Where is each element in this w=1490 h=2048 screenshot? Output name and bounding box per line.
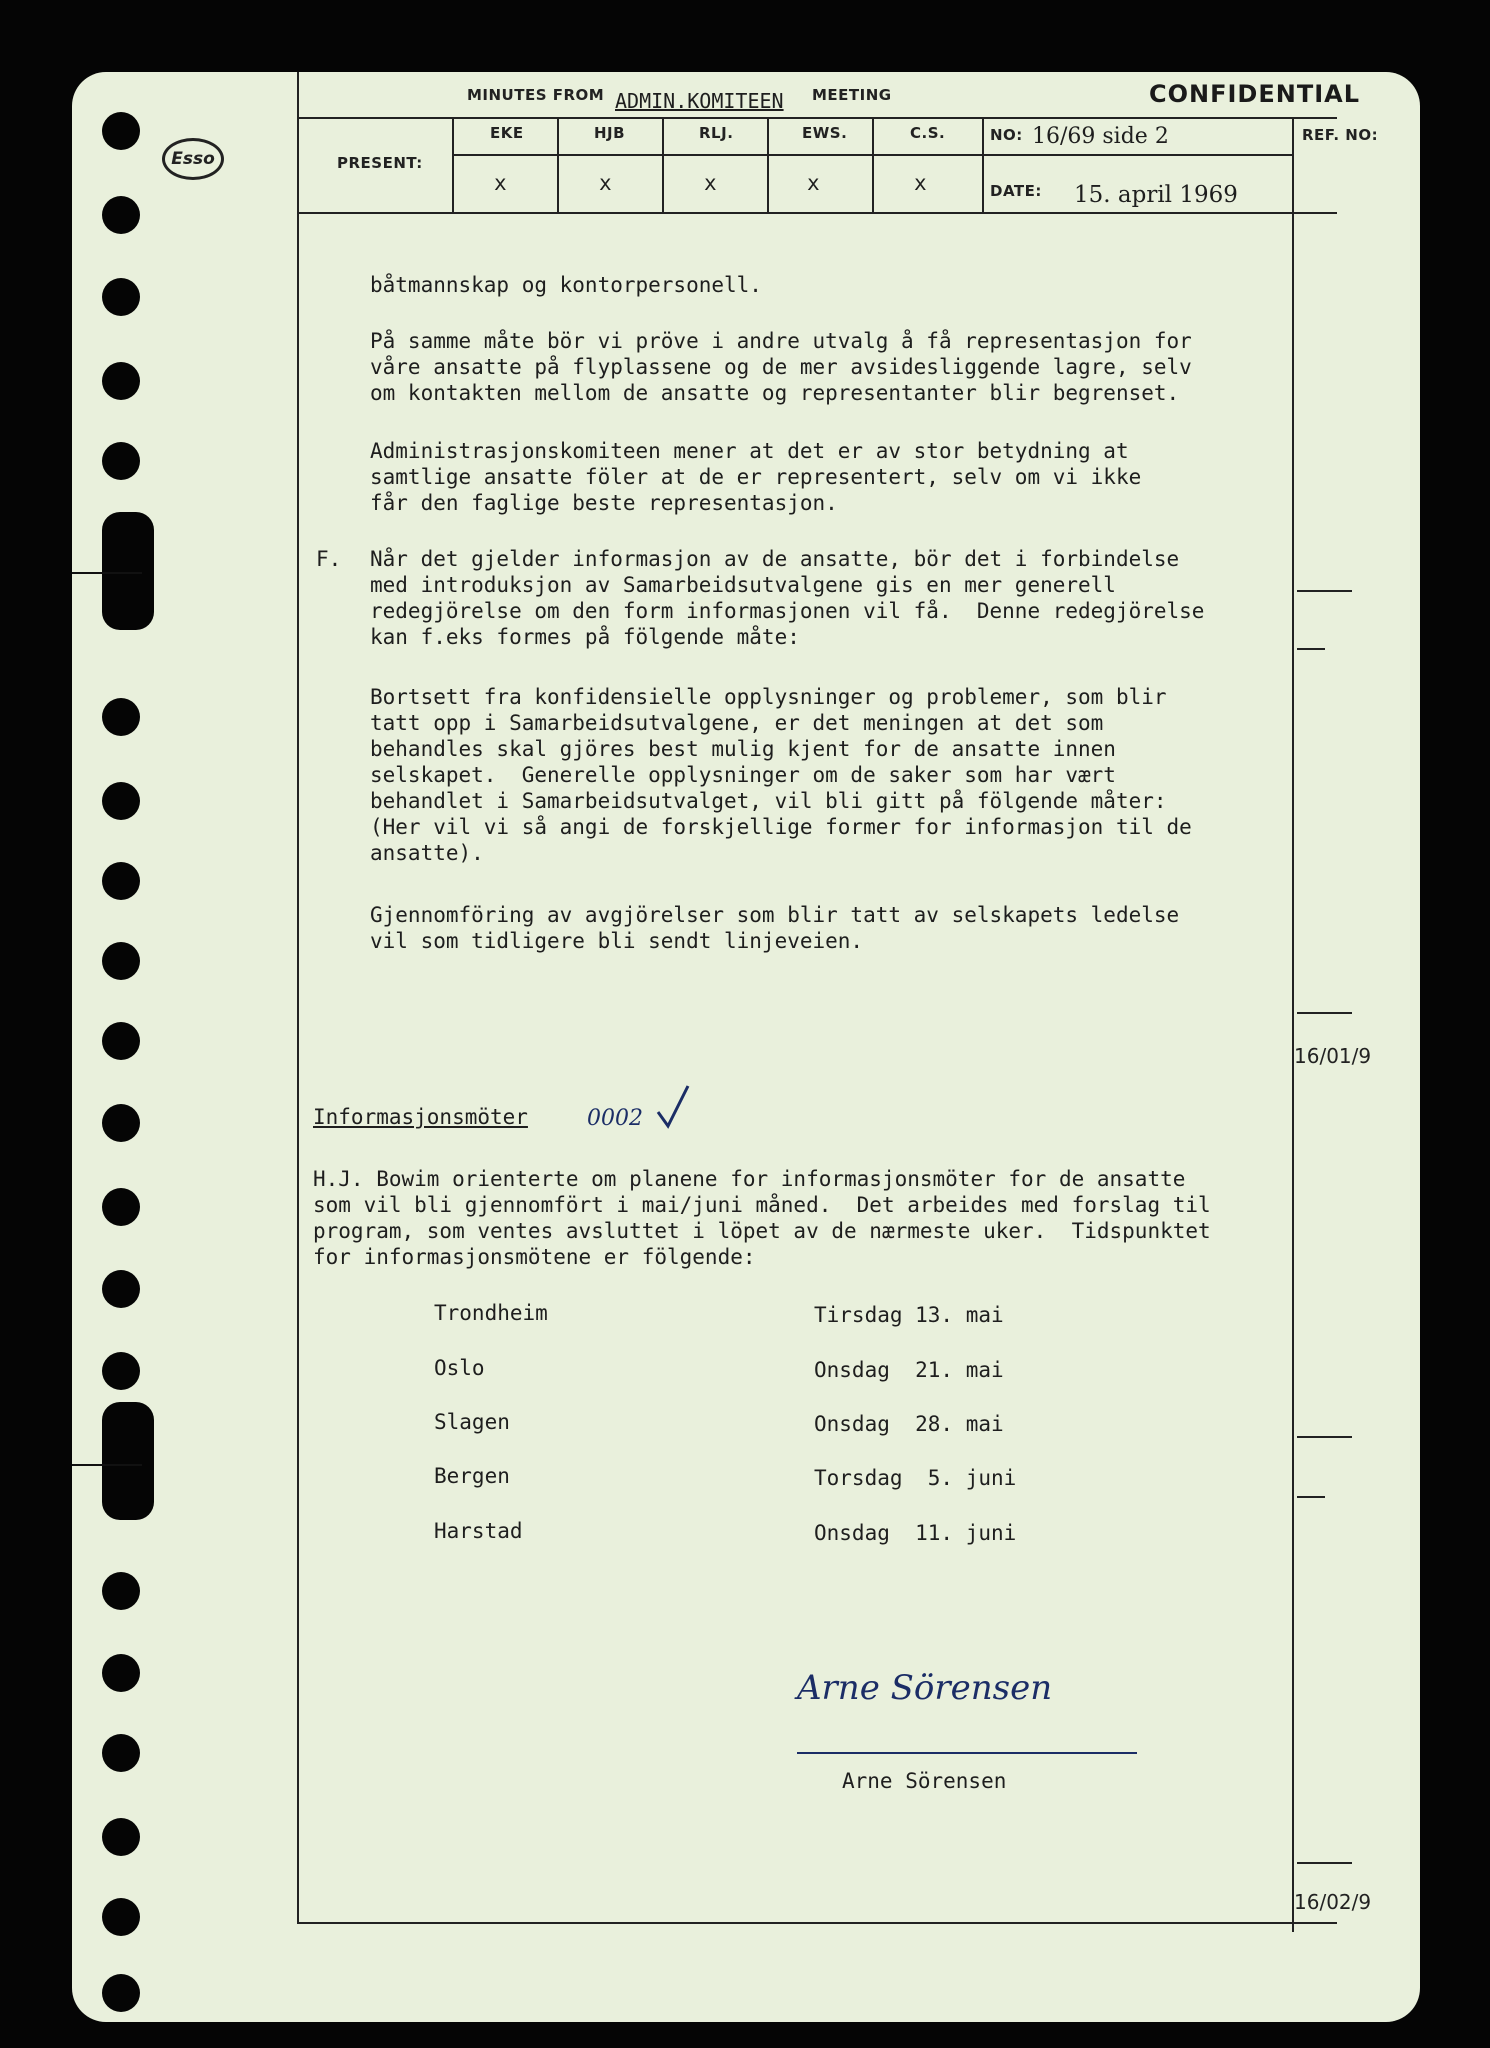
binder-hole bbox=[102, 278, 140, 316]
ref-no-label: REF. NO: bbox=[1302, 126, 1379, 144]
date-label: DATE: bbox=[990, 182, 1042, 200]
paragraph: Når det gjelder informasjon av de ansatte, bör det i forbindelse med introduksjon av Samarbeidsutvalgene gis en mer generell redegjörelse om den form informasjonen vil få. Denne redegjörelse kan f.eks formes på fölgende måte: bbox=[370, 547, 1205, 649]
document-number: 16/69 side 2 bbox=[1032, 124, 1169, 149]
binder-hole bbox=[102, 698, 140, 736]
binder-tab bbox=[102, 1402, 154, 1520]
binder-hole bbox=[102, 1898, 140, 1936]
esso-logo: Esso bbox=[162, 138, 224, 180]
minutes-page bbox=[72, 72, 1420, 2022]
schedule-city: Slagen bbox=[434, 1410, 510, 1434]
paragraph: H.J. Bowim orienterte om planene for informasjonsmöter for de ansatte som vil bli gjennomfört i mai/juni måned. Det arbeides med forslag til program, som ventes avsluttet i löpet av de nærmeste uker. Tidspunktet for informasjonsmötene er fölgende: bbox=[313, 1167, 1211, 1269]
binder-hole bbox=[102, 1188, 140, 1226]
header-divider bbox=[767, 117, 769, 212]
confidential-stamp: CONFIDENTIAL bbox=[1149, 80, 1360, 108]
binder-hole bbox=[102, 862, 140, 900]
initials-rule bbox=[452, 154, 982, 156]
divider-tick bbox=[72, 1464, 142, 1466]
binder-hole bbox=[102, 942, 140, 980]
paragraph: Gjennomföring av avgjörelser som blir tatt av selskapets ledelse vil som tidligere bli sendt linjeveien. bbox=[370, 903, 1180, 953]
member-initials: EKE bbox=[490, 124, 524, 142]
binder-hole bbox=[102, 362, 140, 400]
minutes-from-label: MINUTES FROM bbox=[467, 86, 605, 104]
header-divider bbox=[452, 117, 454, 212]
member-initials: EWS. bbox=[802, 124, 848, 142]
attendance-mark: x bbox=[704, 171, 717, 195]
section-title: Informasjonsmöter bbox=[313, 1105, 528, 1129]
binder-hole bbox=[102, 782, 140, 820]
handwritten-note: 0002 bbox=[587, 1106, 643, 1131]
header-divider bbox=[662, 117, 664, 212]
header-divider bbox=[872, 117, 874, 212]
margin-mark bbox=[1297, 1496, 1325, 1498]
paragraph: Bortsett fra konfidensielle opplysninger og problemer, som blir tatt opp i Samarbeidsutvalgene, er det meningen at det som behandles skal gjöres best mulig kjent for de ansatte innen selskapet. Generelle opplysninger om de saker som har vært behandlet i Samarbeidsutvalget, vil bli gitt på fölgende måter: (Her vil vi så angi de forskjellige former for informasjon til de ansatte). bbox=[370, 685, 1192, 865]
attendance-mark: x bbox=[599, 171, 612, 195]
binder-tab bbox=[102, 512, 154, 630]
no-label: NO: bbox=[990, 126, 1023, 144]
schedule-city: Bergen bbox=[434, 1464, 510, 1488]
margin-mark bbox=[1297, 648, 1325, 650]
header-rule bbox=[297, 212, 1337, 214]
binder-hole bbox=[102, 1572, 140, 1610]
attendance-mark: x bbox=[807, 171, 820, 195]
paragraph: båtmannskap og kontorpersonell. bbox=[370, 273, 762, 297]
margin-mark bbox=[1297, 1862, 1352, 1864]
attendance-mark: x bbox=[914, 171, 927, 195]
paragraph: Administrasjonskomiteen mener at det er av stor betydning at samtlige ansatte föler at de er representert, selv om vi ikke får den faglige beste representasjon. bbox=[370, 439, 1142, 515]
binder-hole bbox=[102, 1734, 140, 1772]
checkmark-icon bbox=[654, 1082, 694, 1132]
header-divider bbox=[557, 117, 559, 212]
committee-name: ADMIN.KOMITEEN bbox=[615, 89, 784, 113]
item-marker: F. bbox=[316, 547, 342, 571]
margin-mark bbox=[1297, 590, 1352, 592]
margin-reference: 16/01/9 bbox=[1294, 1044, 1372, 1068]
present-label: PRESENT: bbox=[337, 154, 423, 172]
paragraph: På samme måte bör vi pröve i andre utvalg å få representasjon for våre ansatte på flyplassene og de mer avsidesliggende lagre, selv om kontakten mellom de ansatte og representanter blir begrenset. bbox=[370, 329, 1192, 405]
binder-hole bbox=[102, 1022, 140, 1060]
left-border bbox=[297, 72, 299, 1922]
margin-mark bbox=[1297, 1012, 1352, 1014]
signature-line bbox=[797, 1752, 1137, 1754]
signatory-name: Arne Sörensen bbox=[842, 1769, 1007, 1793]
attendance-mark: x bbox=[494, 171, 507, 195]
divider-tick bbox=[72, 572, 142, 574]
binder-hole bbox=[102, 1818, 140, 1856]
schedule-city: Trondheim bbox=[434, 1301, 548, 1325]
binder-hole bbox=[102, 442, 140, 480]
member-initials: RLJ. bbox=[699, 124, 734, 142]
no-rule bbox=[982, 154, 1292, 156]
margin-reference: 16/02/9 bbox=[1294, 1890, 1372, 1914]
signature: Arne Sörensen bbox=[797, 1668, 1053, 1708]
schedule-date: Onsdag 11. juni bbox=[814, 1521, 1017, 1545]
meeting-label: MEETING bbox=[812, 86, 892, 104]
binder-hole bbox=[102, 112, 140, 150]
binder-hole bbox=[102, 1352, 140, 1390]
binder-hole bbox=[102, 1104, 140, 1142]
header-divider bbox=[982, 117, 984, 212]
binder-hole bbox=[102, 1974, 140, 2012]
schedule-date: Onsdag 28. mai bbox=[814, 1412, 1004, 1436]
schedule-date: Torsdag 5. juni bbox=[814, 1466, 1017, 1490]
meeting-date: 15. april 1969 bbox=[1074, 182, 1238, 208]
margin-mark bbox=[1297, 1436, 1352, 1438]
member-initials: HJB bbox=[594, 124, 626, 142]
binder-hole bbox=[102, 1270, 140, 1308]
bottom-rule bbox=[297, 1922, 1337, 1924]
binder-hole bbox=[102, 196, 140, 234]
schedule-city: Oslo bbox=[434, 1356, 485, 1380]
schedule-date: Tirsdag 13. mai bbox=[814, 1303, 1004, 1327]
schedule-city: Harstad bbox=[434, 1519, 523, 1543]
member-initials: C.S. bbox=[910, 124, 946, 142]
schedule-date: Onsdag 21. mai bbox=[814, 1358, 1004, 1382]
right-margin-line bbox=[1292, 117, 1294, 1932]
binder-hole bbox=[102, 1654, 140, 1692]
